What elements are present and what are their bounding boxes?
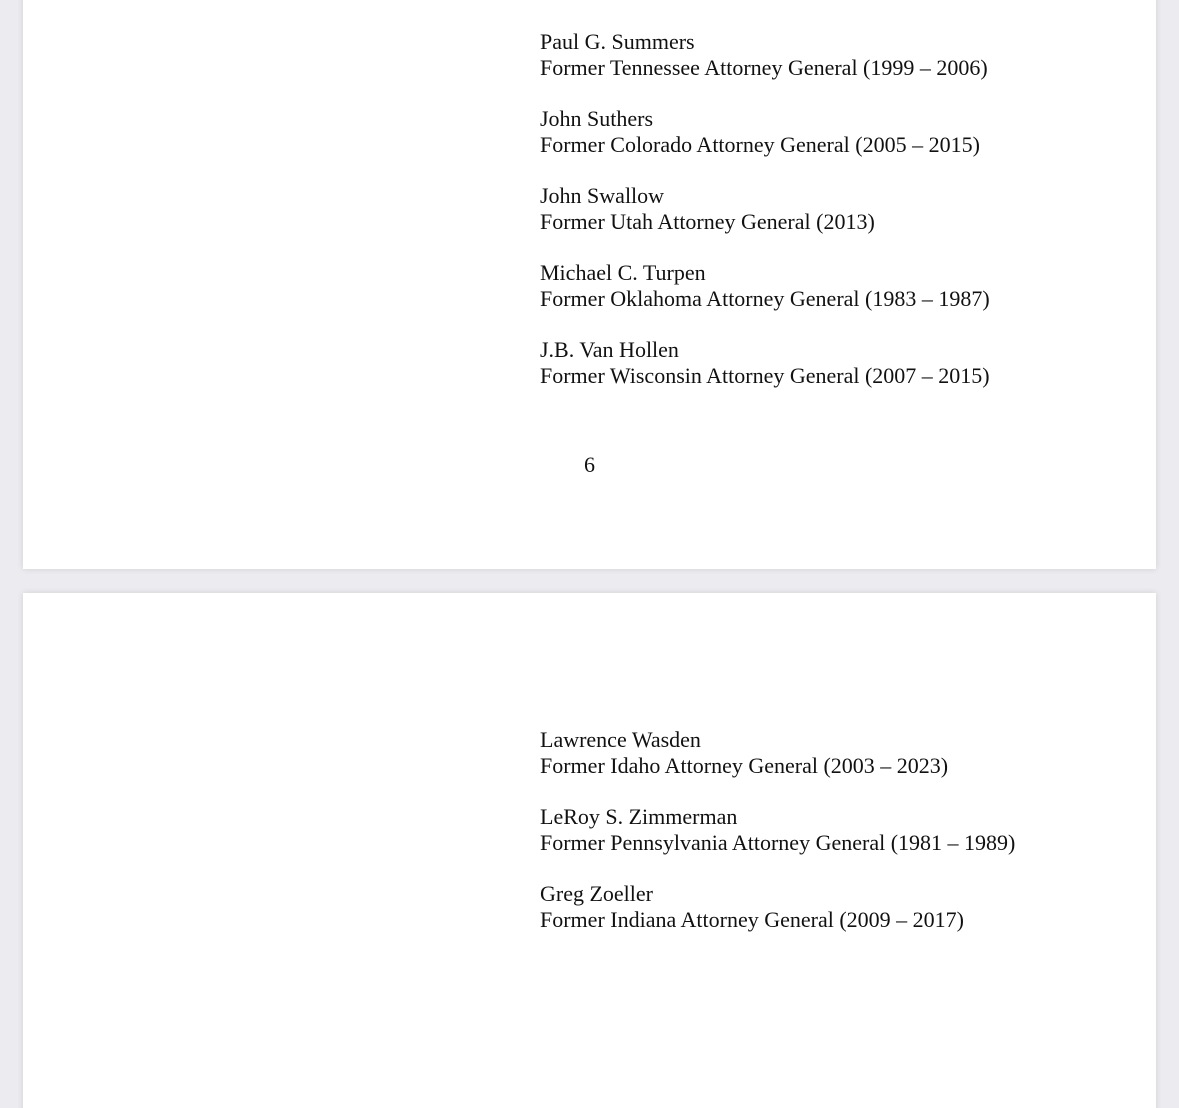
signatory-title: Former Oklahoma Attorney General (1983 – 1987) [540,286,990,311]
signatory-name: John Suthers [540,106,654,131]
signatory-title: Former Idaho Attorney General (2003 – 2023) [540,753,949,778]
signatory-entry [540,804,1015,856]
signatory-title: Former Pennsylvania Attorney General (1981 – 1989) [540,830,1016,855]
signatory-name: Paul G. Summers [540,29,695,54]
page-7 [23,593,1156,1108]
signatory-name: Lawrence Wasden [540,727,701,752]
signatory-entry [540,106,980,158]
signatory-name: Greg Zoeller [540,881,653,906]
signatory-entry [540,337,990,389]
signatory-entry [540,881,964,933]
signatory-entry [540,260,990,312]
signatory-title: Former Tennessee Attorney General (1999 – 2006) [540,55,988,80]
signatory-name: John Swallow [540,183,665,208]
signatory-title: Former Wisconsin Attorney General (2007 – 2015) [540,363,990,388]
signatory-entry [540,183,875,235]
signatory-name: J.B. Van Hollen [540,337,679,362]
page-6 [23,0,1156,569]
signatory-title: Former Indiana Attorney General (2009 – 2017) [540,907,964,932]
signatory-name: Michael C. Turpen [540,260,706,285]
signatory-title: Former Utah Attorney General (2013) [540,209,875,234]
signatory-entry [540,727,948,779]
signatory-entry [540,29,988,81]
signatory-name: LeRoy S. Zimmerman [540,804,738,829]
page-number: 6 [584,452,595,477]
signatory-title: Former Colorado Attorney General (2005 – 2015) [540,132,980,157]
